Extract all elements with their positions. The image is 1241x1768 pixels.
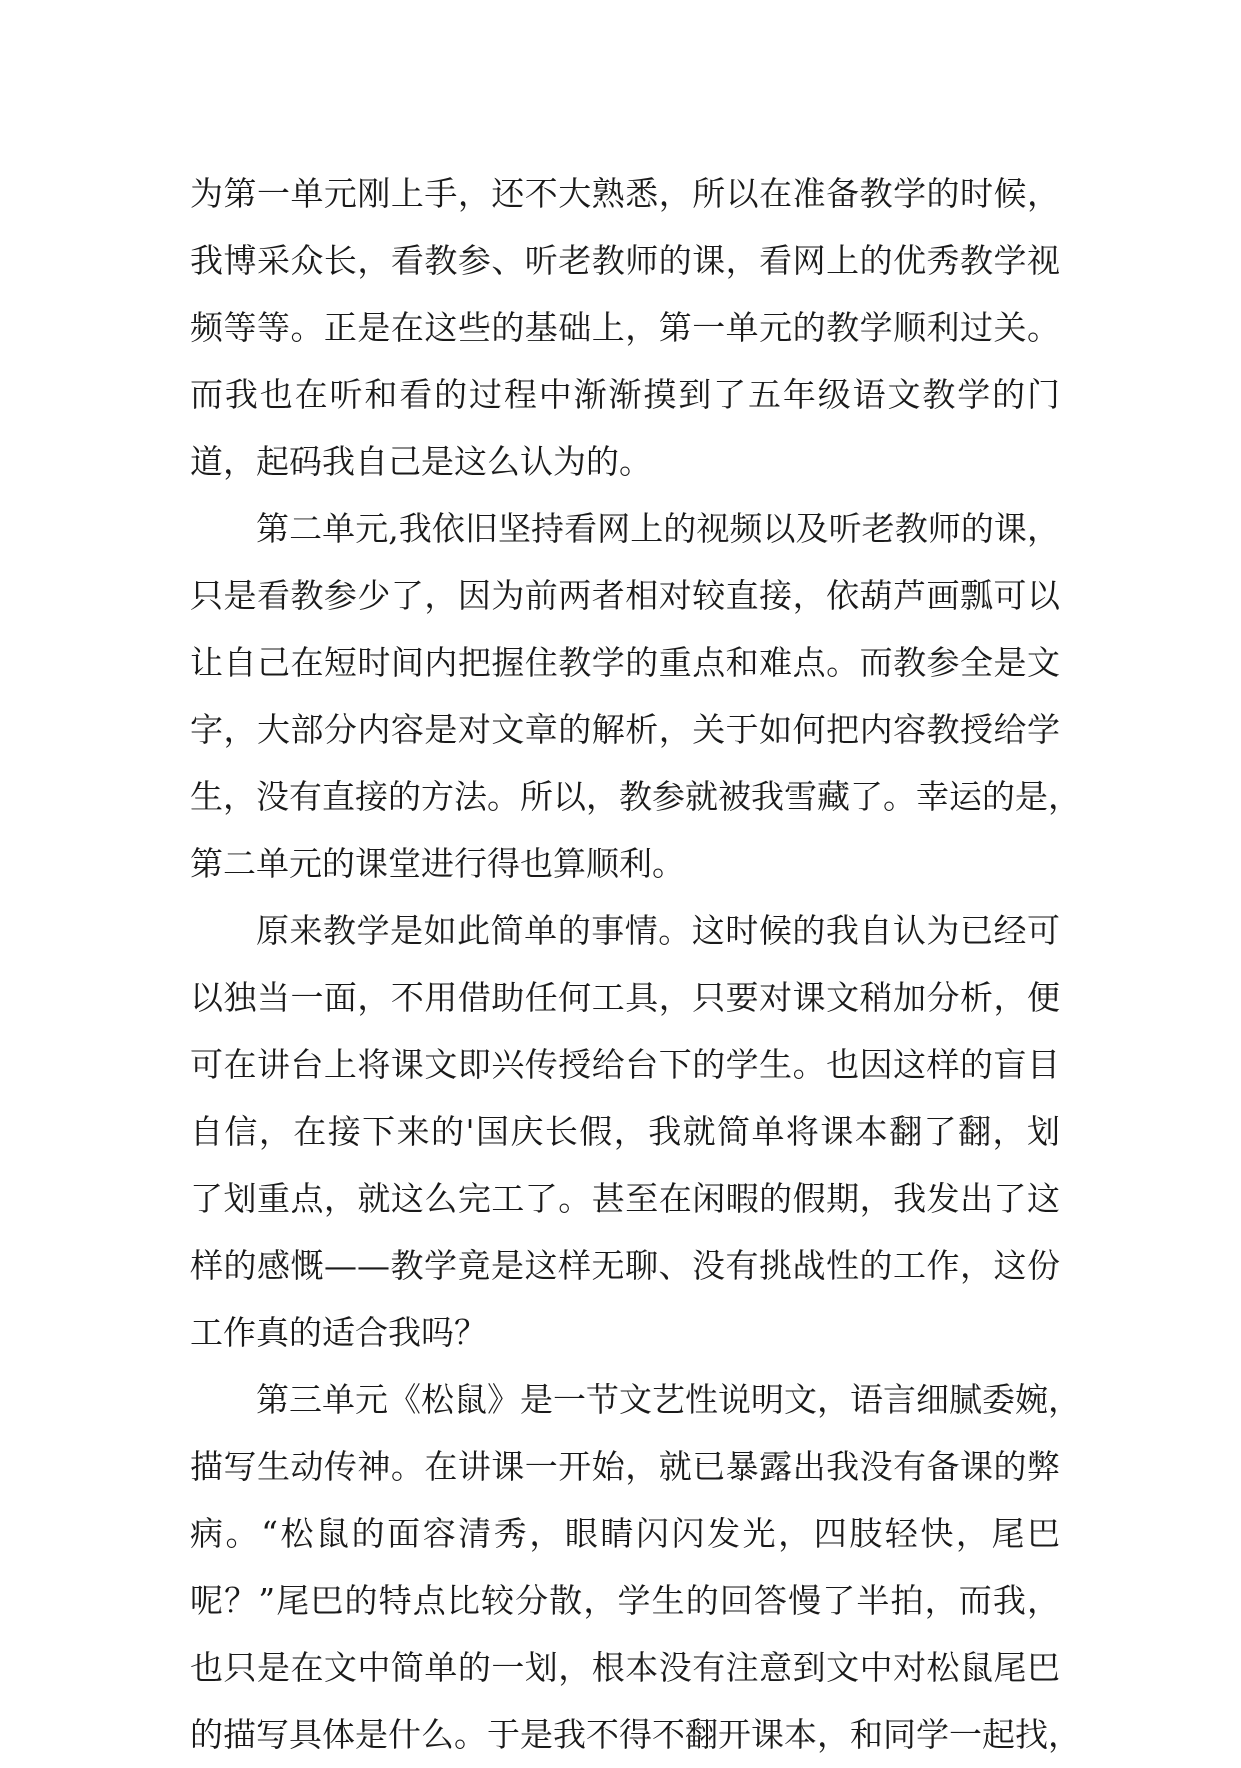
text-line: 工作真的适合我吗？ [190,1313,487,1352]
text-line: 只是看教参少了，因为前两者相对较直接，依葫芦画瓢可以 [190,576,1060,615]
text-line: 字，大部分内容是对文章的解析，关于如何把内容教授给学 [190,710,1060,749]
text-line: 第二单元的课堂进行得也算顺利。 [190,844,685,883]
paragraph-first-line: 第三单元《松鼠》是一节文艺性说明文，语言细腻委婉， [256,1380,1081,1419]
text-line: 而我也在听和看的过程中渐渐摸到了五年级语文教学的门 [190,375,1060,414]
text-line: 呢？”尾巴的特点比较分散，学生的回答慢了半拍，而我， [190,1581,1060,1620]
text-line: 生，没有直接的方法。所以，教参就被我雪藏了。幸运的是， [190,777,1081,816]
document-body [190,160,1081,1768]
text-line: 了划重点，就这么完工了。甚至在闲暇的假期，我发出了这 [190,1179,1060,1218]
text-line: 我博采众长，看教参、听老教师的课，看网上的优秀教学视 [190,241,1060,280]
text-line: 让自己在短时间内把握住教学的重点和难点。而教参全是文 [190,643,1060,682]
text-line: 以独当一面，不用借助任何工具，只要对课文稍加分析，便 [190,978,1060,1017]
text-line: 病。“松鼠的面容清秀，眼睛闪闪发光，四肢轻快，尾巴 [190,1514,1060,1553]
text-line: 道，起码我自己是这么认为的。 [190,442,652,481]
text-line: 可在讲台上将课文即兴传授给台下的学生。也因这样的盲目 [190,1045,1060,1084]
text-line: 频等等。正是在这些的基础上，第一单元的教学顺利过关。 [190,308,1060,347]
text-line: 的描写具体是什么。于是我不得不翻开课本，和同学一起找， [190,1715,1081,1754]
text-line: 为第一单元刚上手，还不大熟悉，所以在准备教学的时候， [190,174,1060,213]
paragraph-first-line: 第二单元,我依旧坚持看网上的视频以及听老教师的课， [256,509,1060,548]
text-line: 样的感慨——教学竟是这样无聊、没有挑战性的工作，这份 [190,1246,1060,1285]
paragraph-first-line: 原来教学是如此简单的事情。这时候的我自认为已经可 [256,911,1060,950]
text-line: 自信，在接下来的'国庆长假，我就简单将课本翻了翻，划 [190,1112,1060,1151]
text-line: 描写生动传神。在讲课一开始，就已暴露出我没有备课的弊 [190,1447,1060,1486]
text-line: 也只是在文中简单的一划，根本没有注意到文中对松鼠尾巴 [190,1648,1060,1687]
